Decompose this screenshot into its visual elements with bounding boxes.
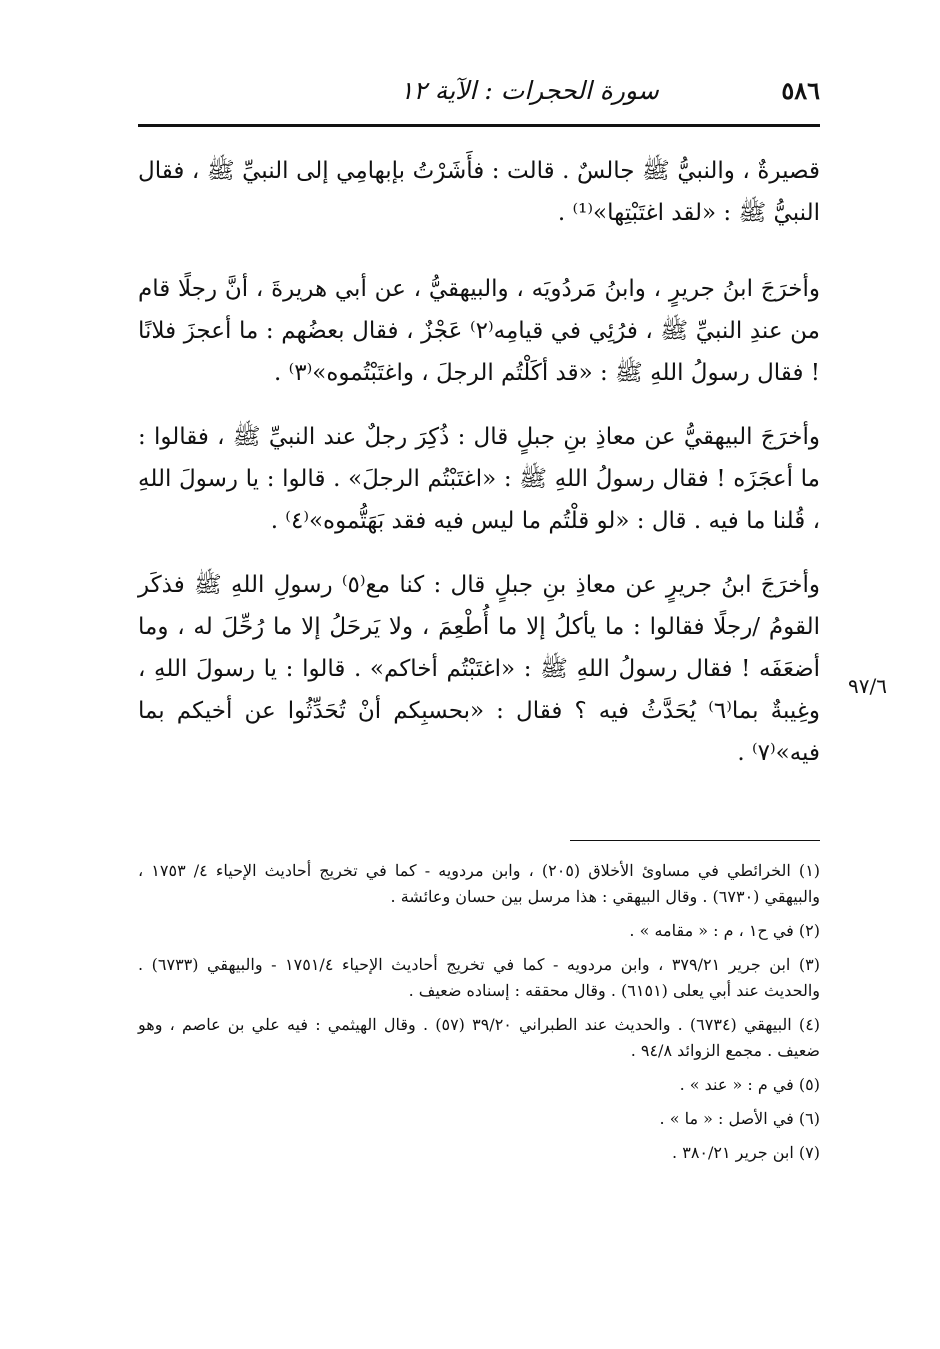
footnote: (٣) ابن جرير ٣٧٩/٢١ ، وابن مردويه - كما في تخريج أحاديث الإحياء ١٧٥١/٤ - والبيهقي (٦٧٣٣) . والحديث عند أبي يعلى (٦١٥١) . وقال محققه : إسناده ضعيف . [138,955,820,1000]
footnote: (١) الخرائطي في مساوئ الأخلاق (٢٠٥) ، وابن مردويه - كما في تخريج أحاديث الإحياء ٤/ ١٧٥٣ ، والبيهقي (٦٧٣٠) . وقال البيهقي : هذا مرسل بين حسان وعائشة . [138,861,821,906]
running-title: سورة الحجرات : الآية ١٢ [400,76,659,105]
footnote-rule [570,840,820,841]
page-header [138,68,820,120]
footnote: (٧) ابن جرير ٣٨٠/٢١ . [672,1143,820,1162]
page-number: ٥٨٦ [781,76,820,105]
paragraph: وأخرَجَ البيهقيُّ عن معاذِ بنِ جبلٍ قال : ذُكِرَ رجلٌ عند النبيِّ ﷺ ، فقالوا : ما أعجَزَه ! فقال رسولُ اللهِ ﷺ : «اغتَبْتُم الرجلَ» . قالوا : يا رسولَ اللهِ ، قُلنا ما فيه . قال : «لو قلْتُم ما ليس فيه فقد بَهَتُّموه»⁽٤⁾ . [138,424,820,534]
header-rule [138,124,820,127]
paragraph: وأخرَجَ ابنُ جريرٍ ، وابنُ مَردُويَه ، والبيهقيُّ ، عن أبي هريرةَ ، أنَّ رجلًا قام من عندِ النبيِّ ﷺ ، فرُئِي في قيامِه⁽٢⁾ عَجْزٌ ، فقال بعضُهم : ما أعجزَ فلانًا ! فقال رسولُ اللهِ ﷺ : «قد أكَلْتُم الرجلَ ، واغتَبْتُموه»⁽٣⁾ . [138,276,820,386]
body-text [138,150,820,796]
paragraph: وأخرَجَ ابنُ جريرٍ عن معاذِ بنِ جبلٍ قال : كنا مع⁽٥⁾ رسولِ اللهِ ﷺ فذكَر القومُ /رجلًا فقالوا : ما يأكلُ إلا ما أُطْعِمَ ، ولا يَرحَلُ إلا ما رُحِّلَ له ، وما أضعَفَه ! فقال رسولُ اللهِ ﷺ : «اغتَبْتُم أخاكم» . قالوا : يا رسولَ اللهِ ، وغِيبةٌ بما⁽٦⁾ يُحَدَّثُ فيه ؟ فقال : «بحسبِكم أنْ تُحَدِّثُوا عن أخيكم بما فيه»⁽٧⁾ . [138,572,821,766]
paragraph: قصيرةٌ ، والنبيُّ ﷺ جالسٌ . قالت : فأَشَرْتُ بإبهامِي إلى النبيِّ ﷺ ، فقال النبيُّ ﷺ : «لقد اغتَبْتِها»⁽¹⁾ . [138,158,820,226]
footnote: (٢) في ح١ ، م : « مقامه » . [629,921,820,940]
footnote: (٥) في م : « عند » . [679,1075,820,1094]
footnote: (٦) في الأصل : « ما » . [659,1109,820,1128]
footnotes [138,858,820,1174]
margin-reference: ٩٧/٦ [848,674,887,698]
footnote: (٤) البيهقي (٦٧٣٤) . والحديث عند الطبراني ٣٩/٢٠ (٥٧) . وقال الهيثمي : فيه علي بن عاصم ، وهو ضعيف . مجمع الزوائد ٩٤/٨ . [138,1015,821,1060]
